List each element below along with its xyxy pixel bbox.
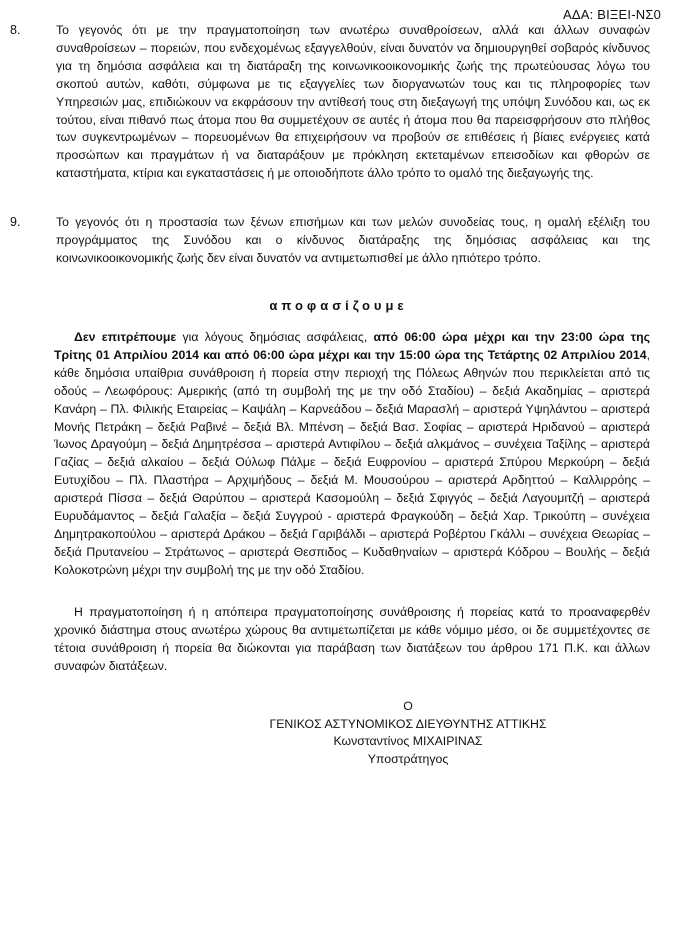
decision-heading: αποφασίζουμε [269,298,408,313]
signature-name: Κωνσταντίνος ΜΙΧΑΙΡΙΝΑΣ [333,734,483,748]
closing-paragraph: Η πραγματοποίηση ή η απόπειρα πραγματοποίησης συνάθροισης ή πορείας κατά το προαναφερθέν χρονικό διάστημα στους ανωτέρω χώρους θα αντιμετωπίζεται με κάθε νόμιμο μέσο, οι δε συμμετέχοντες σε τέτοια συνάθροιση ή πορεία θα διώκονται για παράβαση των διατάξεων του άρθρου 171 Π.Κ. και άλλων συναφών διατάξεων. [54,605,650,673]
numbered-item-8 [10,22,650,183]
item-text: Το γεγονός ότι η προστασία των ξένων επισήμων και των μελών συνοδείας τους, η ομαλή εξέλιξη του προγράμματος της Συνόδου και ο κίνδυνος διατάραξης της δημόσιας ασφάλειας και της κοινωνικοοικονομικής ζωής δεν είναι δυνατόν να αντιμετωπισθεί με άλλο ηπιότερο τρόπο. [56,215,650,265]
numbered-item-9 [10,214,650,268]
decision-time-period: από 06:00 ώρα μέχρι και την 23:00 ώρα της Τρίτης 01 Απριλίου 2014 και από 06:00 ώρα μέχρι και την 15:00 ώρα της Τετάρτης 02 Απριλίου 2014 [54,330,650,362]
item-text: Το γεγονός ότι με την πραγματοποίηση των ανωτέρω συναθροίσεων, αλλά και άλλων συναφών συναθροίσεων – πορειών, που ενδεχομένως εξαγγελθούν, είναι δυνατόν να δημιουργηθεί σοβαρός κίνδυνος για τη δημόσια ασφάλεια και τη διατάραξη της κοινωνικοοικονομικής ζωής της πρωτεύουσας λόγω του σκοπού αυτών, καθότι, σύμφωνα με τις εξαγγελίες των διοργανωτών τους και τις πληροφορίες των Υπηρεσιών μας, επιδιώκουν να εκφράσουν την αντίθεσή τους στη διεξαγωγή της υπόψη Συνόδου και, ως εκ τούτου, είναι πιθανό πως άτομα που θα συμμετέχουν σε αυτές ή άτομα που θα παρεισφρήσουν στο πλήθος των συγκεντρωμένων – πορευομένων θα επιχειρήσουν να προβούν σε επιθέσεις ή βίαιες ενέργειες κατά προσώπων και πραγμάτων ή να διαταράξουν με πρόκληση εκτεταμένων επεισοδίων και φθορών σε καταστήματα, κτίρια και εγκαταστάσεις ή με οποιοδήποτε άλλο τρόπο το ομαλό της διεξαγωγής της. [56,23,650,181]
decision-text-1: για λόγους δημόσιας ασφάλειας, [176,330,374,344]
signature-block [258,698,558,768]
signature-article: Ο [403,699,413,713]
ada-code: ΑΔΑ: ΒΙΞΕΙ-ΝΣ0 [562,7,661,22]
signature-rank: Υποστράτηγος [367,751,449,766]
decision-paragraph [54,329,650,580]
decision-text-2: , κάθε δημόσια υπαίθρια συνάθροιση ή πορεία στην περιοχή της Πόλεως Αθηνών που περικλείεται από τις οδούς – Λεωφόρους: Αμερικής (από τη συμβολή της με την οδό Σταδίου) – δεξιά Ακαδημίας – αριστερά Κανάρη – Πλ. Φιλικής Εταιρείας – Καψάλη – Καρνεάδου – δεξιά Μαρασλή – αριστερά Υψηλάντου – αριστερά Μονής Πετράκη – δεξιά Ραβινέ – δεξιά Βλ. Μπένση – δεξιά Βασ. Σοφίας – αριστερά Ηριδανού – αριστερά Ίωνος Δραγούμη – δεξιά Δημητρέσσα – αριστερά Αντιφίλου – δεξιά αλκμάνος – συνέχεια Ταξίλης – αριστερά Γαζίας – δεξιά αλκαίου – δεξιά Ούλωφ Πάλμε – δεξιά Ευφρονίου – αριστερά Σπύρου Μερκούρη – δεξιά Ευτυχίδου – Πλ. Πλαστήρα – Αρχιμήδους – δεξιά Μ. Μουσούρου – αριστερά Αρδηττού – Καλλιρρόης – αριστερά Πίσσα – δεξιά Θαρύπου – αριστερά Κασομούλη – δεξιά Σφιγγός – δεξιά Λαγουμιτζή – αριστερά Ευρυδάμαντος – δεξιά Γαλαξία – δεξιά Συγγρού - αριστερά Φραγκούδη – δεξιά Χαρ. Τρικούπη – συνέχεια Δημητρακοπούλου – αριστερά Δράκου – δεξιά Γαριβάλδι – αριστερά Ροβέρτου Γκάλλι – συνέχεια Θεωρίας – δεξιά Πρυτανείου – Στράτωνος – αριστερά Θεσπιδος – Κυδαθηναίων – αριστερά Κόδρου – Βουλής – δεξιά Κολοκοτρώνη μέχρι την συμβολή της με την οδό Σταδίου. [54,347,650,577]
signature-title: ΓΕΝΙΚΟΣ ΑΣΤΥΝΟΜΙΚΟΣ ΔΙΕΥΘΥΝΤΗΣ ΑΤΤΙΚΗΣ [269,716,547,731]
decision-bold-lead: Δεν επιτρέπουμε [74,330,177,344]
item-number: 8. [10,23,21,37]
item-number: 9. [10,215,21,229]
